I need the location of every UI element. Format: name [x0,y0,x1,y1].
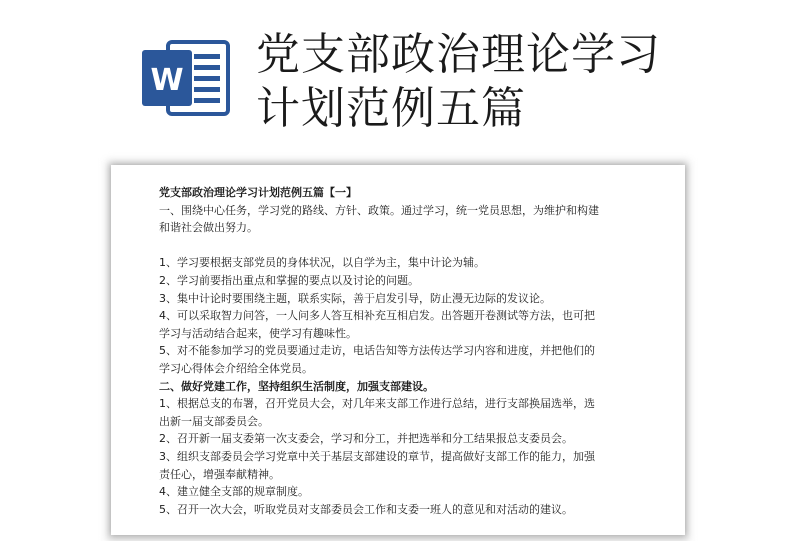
svg-text:W: W [150,63,184,98]
text-line: 1、根据总支的布署，召开党员大会，对几年来支部工作进行总结，进行支部换届选举，选 [159,397,595,411]
text-line: 4、建立健全支部的规章制度。 [159,485,309,499]
section-heading: 二、做好党建工作，坚持组织生活制度，加强支部建设。 [159,379,434,393]
text-line: 学习心得体会介绍给全体党员。 [159,361,313,375]
text-line: 2、学习前要指出重点和掌握的要点以及讨论的问题。 [159,273,419,287]
page-title [256,28,776,136]
text-line: 和谐社会做出努力。 [159,221,258,235]
text-line: 学习与活动结合起来，使学习有趣味性。 [159,326,357,340]
header [0,0,800,160]
text-line: 出新一届支部委员会。 [159,414,269,428]
document-body [159,184,647,518]
section-heading: 党支部政治理论学习计划范例五篇【一】 [159,186,357,199]
word-doc-icon [142,38,230,118]
text-line: 4、可以采取智力问答，一人问多人答互相补充互相启发。出答题开卷测试等方法，也可把 [159,309,595,323]
text-line: 1、学习要根据支部党员的身体状况，以自学为主，集中计论为辅。 [159,256,485,270]
page-title-line-2: 计划范例五篇 [256,83,526,134]
text-line: 3、集中计论时要围绕主题，联系实际，善于启发引导，防止漫无边际的发议论。 [159,291,551,305]
text-line: 5、对不能参加学习的党员要通过走访，电话告知等方法传达学习内容和进度，并把他们的 [159,344,595,358]
text-line: 3、组织支部委员会学习党章中关于基层支部建设的章节，提高做好支部工作的能力，加强 [159,449,595,463]
document-page [111,165,685,535]
text-line: 2、召开新一届支委第一次支委会，学习和分工，并把选举和分工结果报总支委员会。 [159,432,573,446]
text-line: 责任心，增强奉献精神。 [159,467,280,481]
text-line: 5、召开一次大会，听取党员对支部委员会工作和支委一班人的意见和对活动的建议。 [159,502,573,516]
text-line: 一、围绕中心任务，学习党的路线、方针、政策。通过学习，统一党员思想，为维护和构建 [159,203,599,217]
page-title-line-1: 党支部政治理论学习 [256,29,661,80]
text-line [159,237,647,255]
